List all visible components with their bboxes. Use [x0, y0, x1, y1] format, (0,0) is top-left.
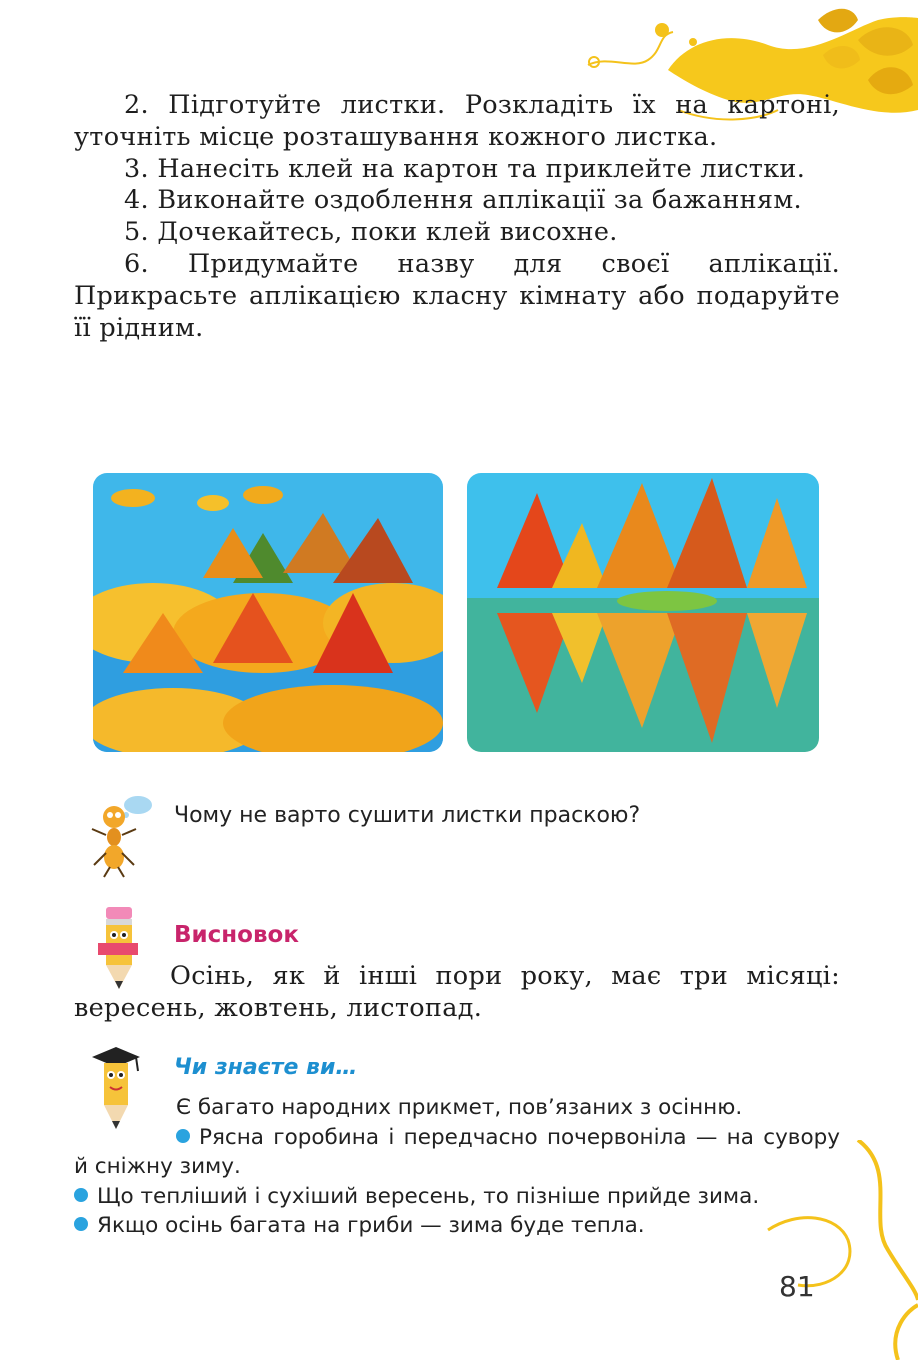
list-item-text: Якщо осінь багата на гриби — зима буде тепла. [97, 1213, 645, 1238]
question-row [86, 793, 846, 883]
step-3: 3. Нанесіть клей на картон та приклейте листки. [124, 153, 806, 184]
list-item-text: Що тепліший і сухіший вересень, то пізніше прийде зима. [97, 1183, 760, 1209]
conclusion-title: Висновок [174, 922, 299, 948]
did-you-know-title: Чи знаєте ви… [174, 1055, 358, 1080]
applique-photo-reflection [467, 473, 819, 752]
ant-thinking-icon [86, 793, 158, 878]
step-5: 5. Дочекайтесь, поки клей висохне. [124, 217, 618, 248]
swirl-decoration-bottom [738, 1140, 918, 1360]
bullet-icon [176, 1129, 190, 1143]
step-6: 6. Придумайте назву для своєї аплікації. Прикрасьте аплікацією класну кімнату або подаруйте її рідним. [74, 248, 840, 343]
applique-photo-landscape [93, 473, 443, 752]
list-item-text: Рясна горобина і передчасно почервоніла — на сувору й сніжну зиму. [74, 1124, 840, 1179]
list-item [74, 1182, 840, 1212]
list-item [74, 1123, 840, 1182]
bullet-icon [74, 1217, 88, 1231]
bullet-icon [74, 1188, 88, 1202]
did-you-know-intro: Є багато народних прикмет, пов’язаних з осінню. [176, 1095, 743, 1120]
question-text: Чому не варто сушити листки праскою? [174, 803, 641, 828]
step-2: 2. Підготуйте листки. Розкладіть їх на картоні, уточніть місце розташування кожного листка. [74, 90, 840, 152]
step-4: 4. Виконайте оздоблення аплікації за бажанням. [124, 185, 802, 216]
page-number: 81 [779, 1270, 815, 1303]
conclusion-text: Осінь, як й інші пори року, має три місяці: вересень, жовтень, листопад. [74, 961, 840, 1023]
list-item [74, 1211, 840, 1241]
did-you-know-block [74, 1093, 840, 1241]
instruction-steps [74, 90, 840, 344]
